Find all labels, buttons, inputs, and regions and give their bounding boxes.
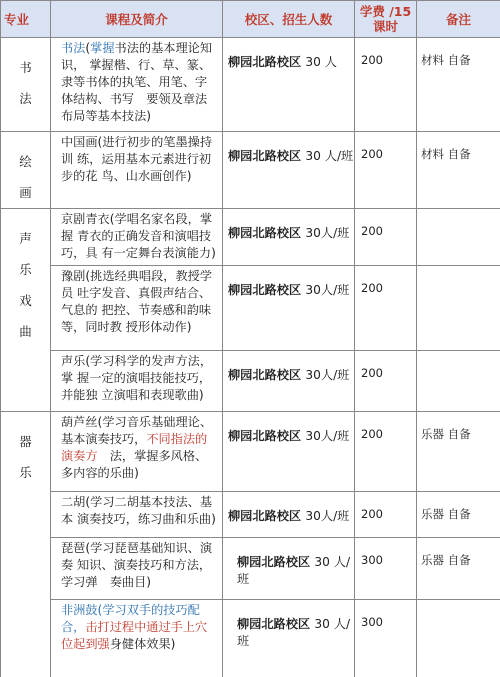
course-text: 书法的基本理论知识， 掌握楷、行、草、篆、隶等书体的执笔、用笔、字体结构、书写 要领及章法布局等基本技法) xyxy=(61,41,213,123)
course-text: ( xyxy=(85,41,91,55)
header-location: 校区、招生人数 xyxy=(223,1,355,38)
course-text: 中国画(进行初步的笔墨操持训 练，运用基本元素进行初步的花 鸟、山水画创作) xyxy=(61,135,213,183)
note-cell: 乐器 自备 xyxy=(417,412,500,492)
course-cell xyxy=(51,492,223,538)
location-cell: 柳园北路校区 30 人 xyxy=(223,38,355,132)
course-text: 法，掌握多风格、多内容的乐曲) xyxy=(61,449,208,480)
course-text: 琵琶(学习琵琶基础知识、演奏 知识、演奏技巧和方法，学习弹 奏曲目) xyxy=(61,541,213,589)
fee-cell: 300 xyxy=(355,600,417,677)
header-course: 课程及简介 xyxy=(51,1,223,38)
fee-cell: 200 xyxy=(355,412,417,492)
course-text: 掌握 xyxy=(90,41,115,55)
course-cell xyxy=(51,600,223,677)
fee-cell: 200 xyxy=(355,38,417,132)
table-row xyxy=(1,492,500,538)
course-cell xyxy=(51,132,223,209)
major-painting: 绘 画 xyxy=(1,132,51,209)
header-major: 专业 xyxy=(1,1,51,38)
course-cell xyxy=(51,538,223,600)
course-cell xyxy=(51,38,223,132)
header-note: 备注 xyxy=(417,1,500,38)
table-row xyxy=(1,351,500,412)
course-cell xyxy=(51,412,223,492)
location-cell: 柳园北路校区 30 人/班 xyxy=(223,132,355,209)
location-cell: 柳园北路校区 30人/班 xyxy=(223,412,355,492)
location-cell: 柳园北路校区 30 人/班 xyxy=(223,538,355,600)
note-cell xyxy=(417,351,500,412)
header-row xyxy=(1,1,500,38)
course-text: 葫芦丝(学习音乐基础理论、基本演奏技巧， xyxy=(61,415,213,446)
course-text: 不同指法的演奏方 xyxy=(61,432,208,463)
table-row xyxy=(1,538,500,600)
table-row xyxy=(1,600,500,677)
course-text: 非洲鼓(学习双手的技巧配合， xyxy=(61,603,200,634)
fee-cell: 200 xyxy=(355,209,417,266)
course-text: 豫剧(挑选经典唱段，教授学员 吐字发音、真假声结合、气息的 把控、节奏感和韵味等，同时教 授形体动作) xyxy=(61,269,213,334)
table-row xyxy=(1,38,500,132)
table-row xyxy=(1,209,500,266)
table-row xyxy=(1,266,500,351)
table-row xyxy=(1,132,500,209)
location-cell: 柳园北路校区 30人/班 xyxy=(223,266,355,351)
note-cell: 乐器 自备 xyxy=(417,492,500,538)
fee-cell: 200 xyxy=(355,266,417,351)
course-cell xyxy=(51,266,223,351)
course-text: 声乐(学习科学的发声方法，掌 握一定的演唱技能技巧，并能独 立演唱和表现歌曲) xyxy=(61,354,213,402)
note-cell: 材料 自备 xyxy=(417,132,500,209)
location-cell: 柳园北路校区 30 人/班 xyxy=(223,600,355,677)
fee-cell: 200 xyxy=(355,492,417,538)
note-cell xyxy=(417,266,500,351)
course-text: 身健体效果) xyxy=(109,637,176,651)
note-cell: 乐器 自备 xyxy=(417,538,500,600)
note-cell xyxy=(417,600,500,677)
note-cell xyxy=(417,209,500,266)
course-cell xyxy=(51,351,223,412)
course-text: 击打过程中通过手上穴位起到强 xyxy=(61,620,208,651)
location-cell: 柳园北路校区 30人/班 xyxy=(223,351,355,412)
fee-cell: 200 xyxy=(355,132,417,209)
course-cell xyxy=(51,209,223,266)
fee-cell: 200 xyxy=(355,351,417,412)
major-vocal: 声 乐 戏 曲 xyxy=(1,209,51,412)
course-text: 书法 xyxy=(61,41,86,55)
table-row xyxy=(1,412,500,492)
fee-cell: 300 xyxy=(355,538,417,600)
location-cell: 柳园北路校区 30人/班 xyxy=(223,209,355,266)
note-cell: 材料 自备 xyxy=(417,38,500,132)
major-instrument: 器 乐 xyxy=(1,412,51,677)
course-text: 二胡(学习二胡基本技法、基本 演奏技巧，练习曲和乐曲) xyxy=(61,495,216,526)
header-fee: 学费 /15 课时 xyxy=(355,1,417,38)
location-cell: 柳园北路校区 30人/班 xyxy=(223,492,355,538)
major-calligraphy: 书 法 xyxy=(1,38,51,132)
course-text: 京剧青衣(学唱名家名段，掌握 青衣的正确发音和演唱技巧，具 有一定舞台表演能力) xyxy=(61,212,216,260)
